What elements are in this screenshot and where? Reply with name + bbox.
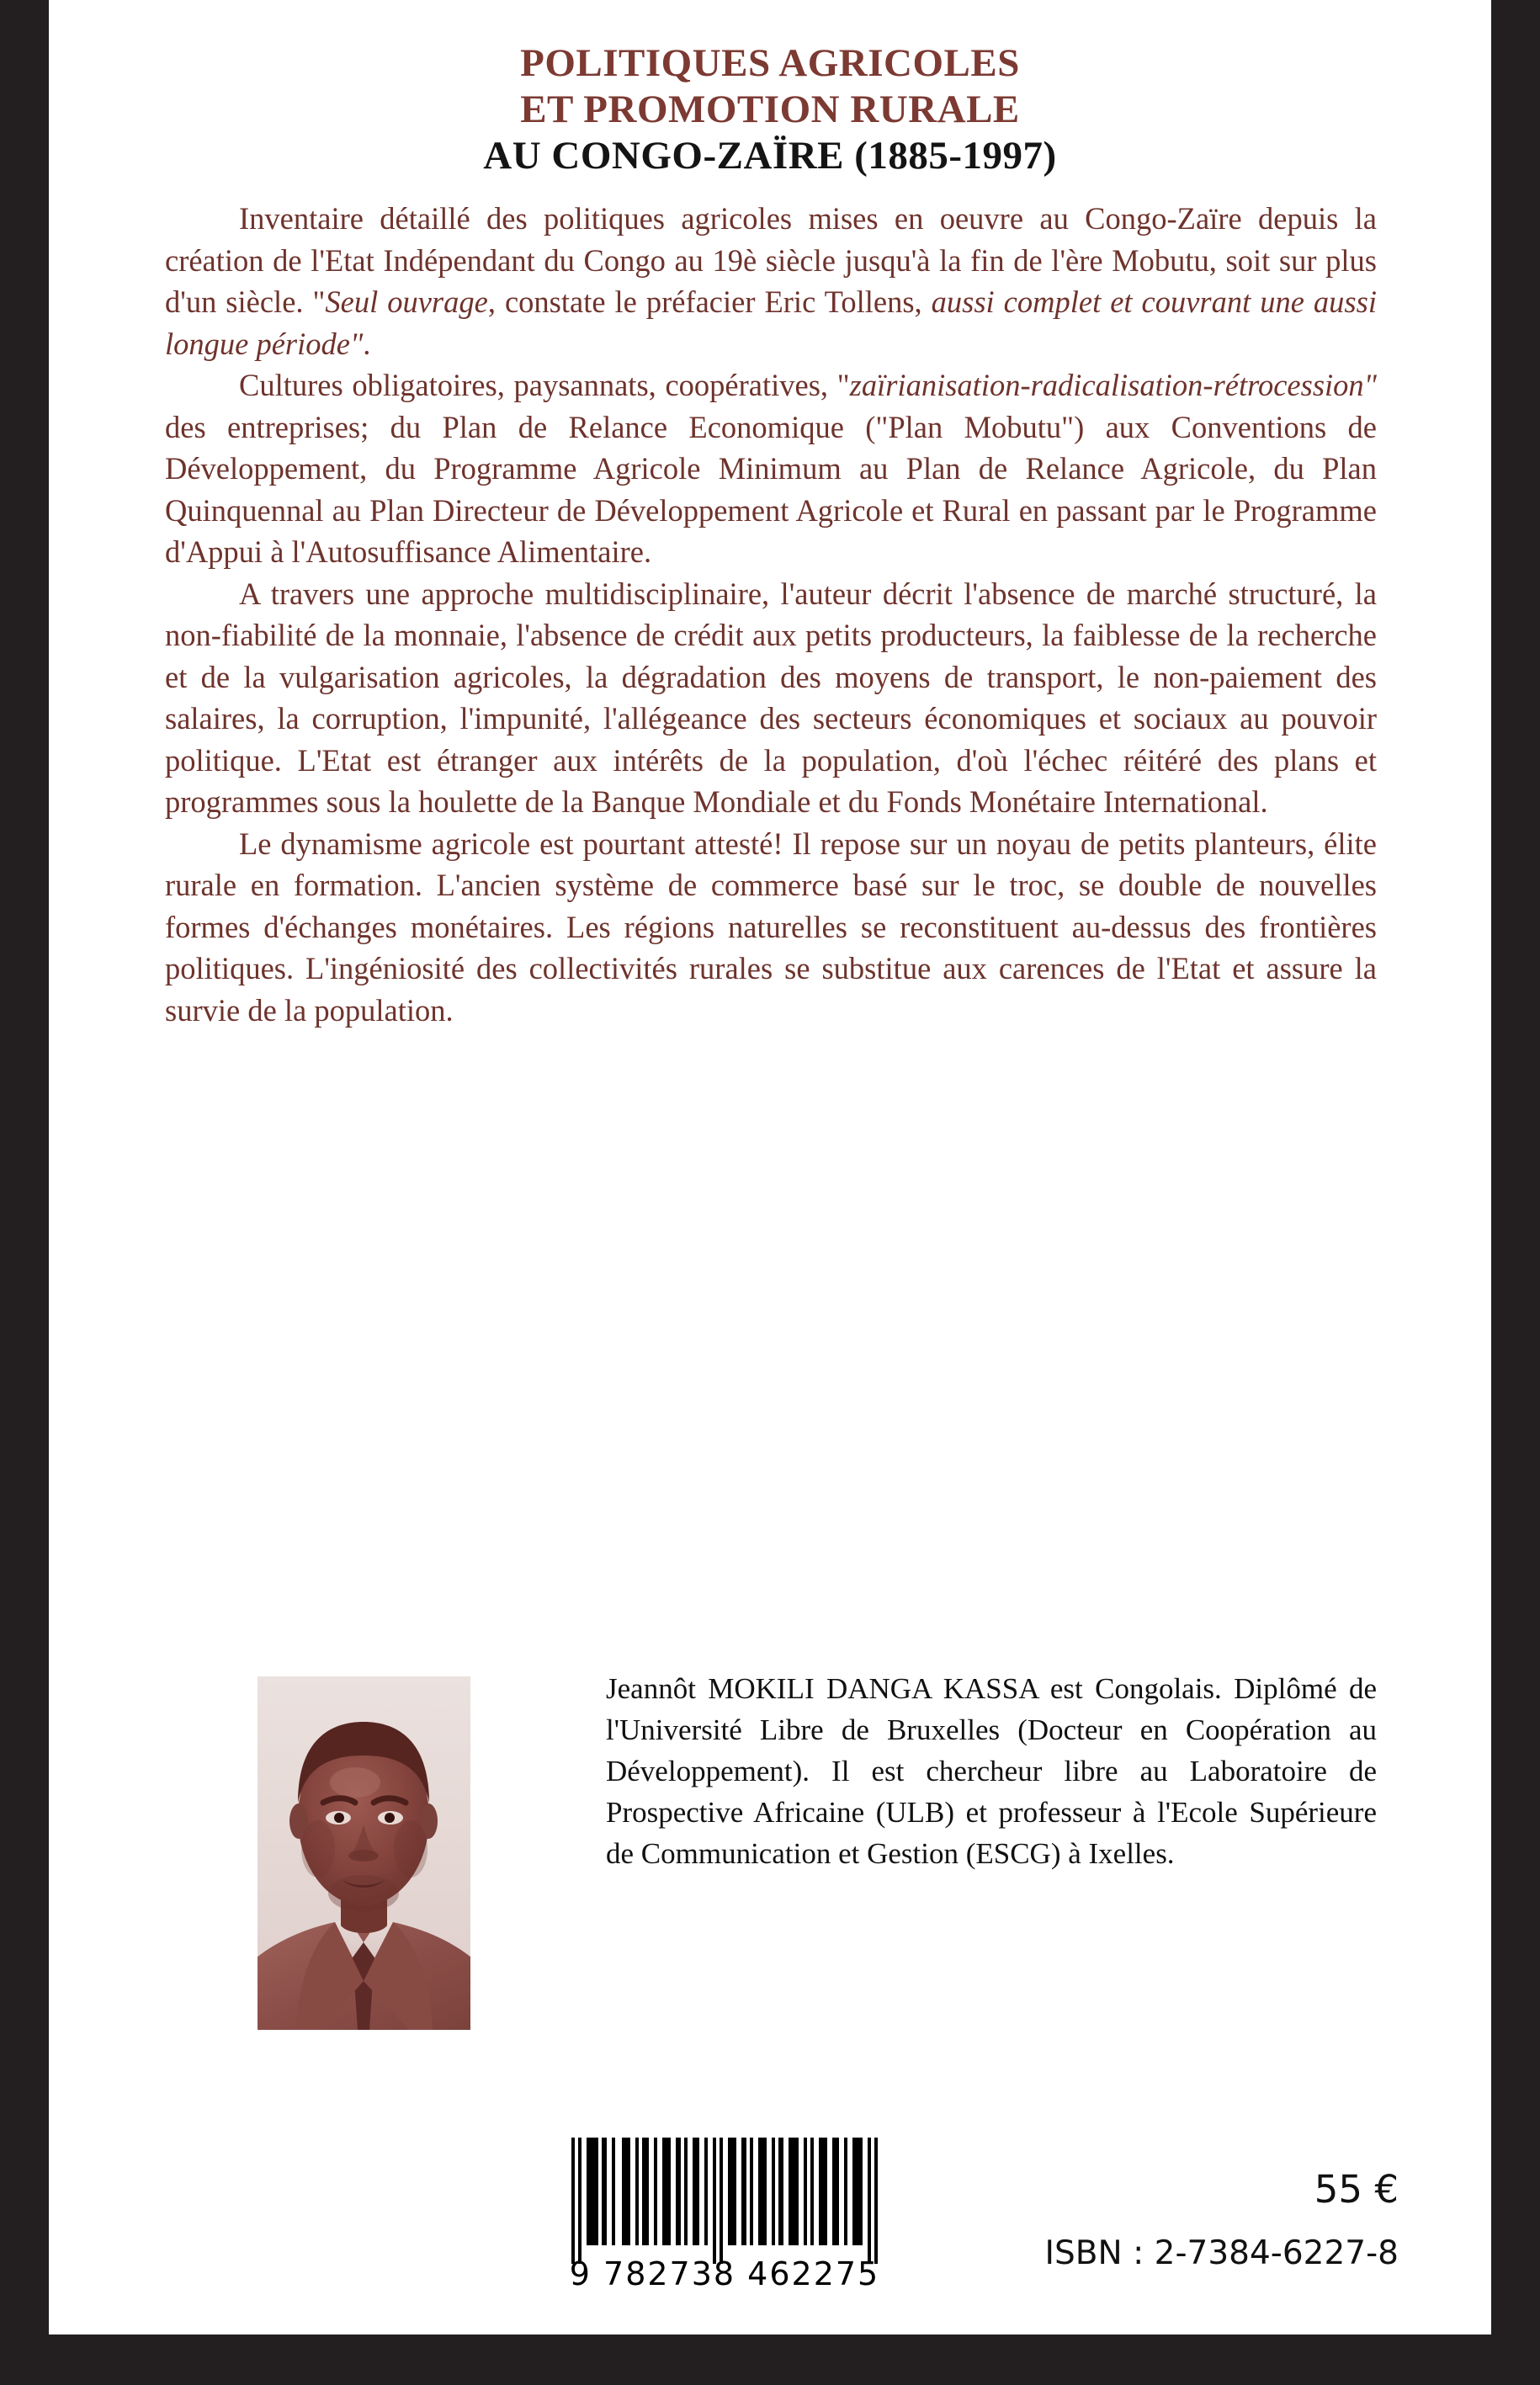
para-cultures: [165, 364, 1377, 573]
author-section: [165, 1668, 1377, 2021]
back-cover-blurb: [165, 198, 1377, 1031]
blurb-text-run: des entreprises; du Plan de Relance Economique ("Plan Mobutu") aux Conventions de Développement, du Programme Agricole Minimum au Plan de Relance Agricole, du Plan Quinquennal au Plan Directeur de Développement Agricole et Rural en passant par le Programme d'Appui à l'Autosuffisance Alimentaire.: [165, 409, 1377, 569]
title-line-3: AU CONGO-ZAÏRE (1885-1997): [483, 133, 1057, 178]
blurb-italic-run: aussi complet et couvrant une aussi longue période": [165, 284, 1377, 361]
blurb-text-run: .: [363, 326, 371, 361]
portrait-illustration: [258, 1676, 470, 2030]
book-title-block: [49, 40, 1491, 179]
blurb-italic-run: Seul ouvrage: [325, 284, 488, 319]
para-approche: [165, 573, 1377, 823]
barcode-bars: [565, 2138, 884, 2264]
blurb-text-run: , constate le préfacier Eric Tollens,: [487, 284, 932, 319]
author-portrait-photo: [258, 1676, 470, 2030]
blurb-text-run: A travers une approche multidisciplinaire, l'auteur décrit l'absence de marché structuré, la non-fiabilité de la monnaie, l'absence de crédit aux petits producteurs, la faiblesse de la recherche et de la vulgarisation agricoles, la dégradation des moyens de transport, le non-paiement des salaires, la corruption, l'impunité, l'allégeance des secteurs économiques et sociaux au pouvoir politique. L'Etat est étranger aux intérêts de la population, d'où l'échec réitéré des plans et programmes sous la houlette de la Banque Mondiale et du Fonds Monétaire International.: [165, 576, 1377, 819]
cover-page-area: [49, 0, 1491, 2335]
title-line-2: ET PROMOTION RURALE: [520, 87, 1020, 131]
ean-barcode: [565, 2138, 884, 2302]
blurb-italic-run: zaïrianisation-radicalisation-rétrocession": [849, 368, 1377, 402]
author-bio-text: Jeannôt MOKILI DANGA KASSA est Congolais. Diplômé de l'Université Libre de Bruxelles (Docteur en Coopération au Développement). Il est chercheur libre au Laboratoire de Prospective Africaine (ULB) et professeur à l'Ecole Supérieure de Communication et Gestion (ESCG) à Ixelles.: [606, 1672, 1377, 1870]
title-line-1: POLITIQUES AGRICOLES: [520, 41, 1020, 85]
price-label: 55 €: [1314, 2167, 1399, 2212]
para-inventaire: [165, 198, 1377, 364]
para-dynamisme: [165, 823, 1377, 1032]
blurb-text-run: Inventaire détaillé des politiques agricoles mises en oeuvre au Congo-Zaïre depuis la création de l'Etat Indépendant du Congo au 19è siècle jusqu'à la fin de l'ère Mobutu, soit sur plus d'un siècle. ": [165, 201, 1377, 319]
barcode-digits: 9 782738 462275: [569, 2255, 880, 2292]
blurb-text-run: Le dynamisme agricole est pourtant attesté! Il repose sur un noyau de petits planteurs, élite rurale en formation. L'ancien système de commerce basé sur le troc, se double de nouvelles formes d'échanges monétaires. Les régions naturelles se reconstituent au-dessus des frontières politiques. L'ingéniosité des collectivités rurales se substitue aux carences de l'Etat et assure la survie de la population.: [165, 826, 1377, 1028]
isbn-label: ISBN : 2-7384-6227-8: [1044, 2234, 1399, 2272]
author-biography: [606, 1668, 1377, 1874]
blurb-text-run: Cultures obligatoires, paysannats, coopératives, ": [239, 368, 850, 402]
